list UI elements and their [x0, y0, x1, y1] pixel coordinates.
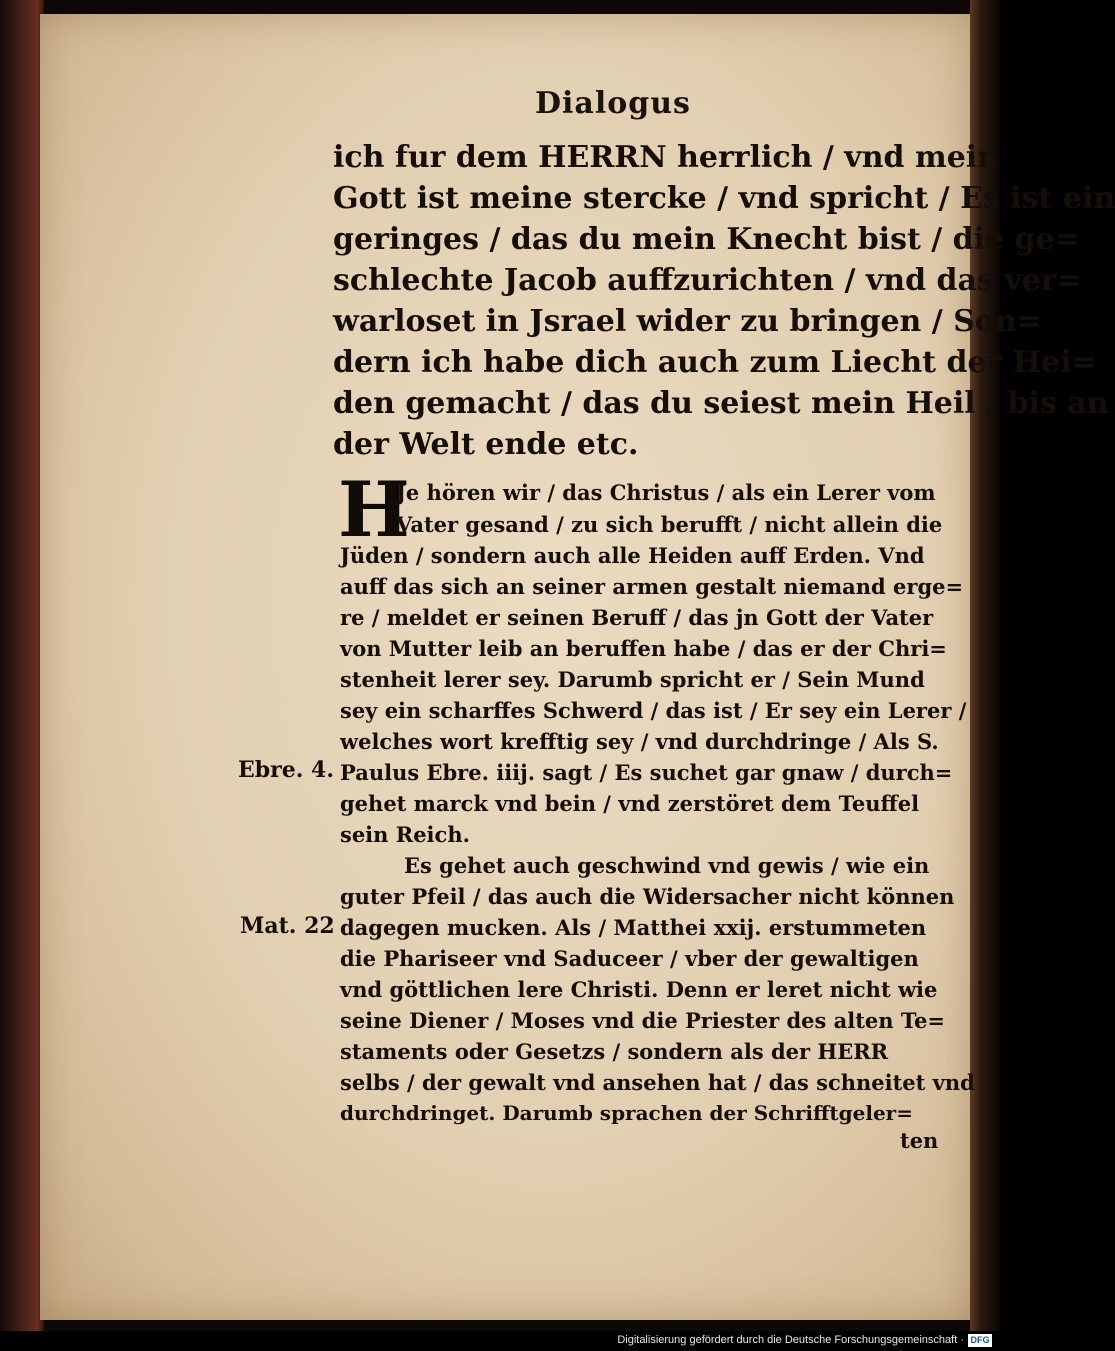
top-paragraph-line: der Welt ende etc. — [333, 427, 639, 462]
body-line: die Phariseer vnd Saduceer / vber der gewaltigen — [340, 946, 919, 971]
body-line: staments oder Gesetzs / sondern als der HERR — [340, 1039, 889, 1064]
body-line: re / meldet er seinen Beruff / das jn Gott der Vater — [340, 605, 934, 630]
body-line: welches wort krefftig sey / vnd durchdringe / Als S. — [340, 729, 939, 754]
body-line: stenheit lerer sey. Darumb spricht er / Sein Mund — [340, 667, 925, 692]
book-cover-left-edge — [0, 0, 44, 1331]
body-line: dagegen mucken. Als / Matthei xxij. erstummeten — [340, 915, 927, 940]
top-paragraph-line: warloset in Jsrael wider zu bringen / Son= — [333, 304, 1042, 339]
top-paragraph-line: schlechte Jacob auffzurichten / vnd das ver= — [333, 263, 1082, 298]
body-line: Paulus Ebre. iiij. sagt / Es suchet gar gnaw / durch= — [340, 760, 953, 785]
credit-text: Digitalisierung gefördert durch die Deutsche Forschungsgemeinschaft · — [617, 1334, 964, 1346]
body-line: gehet marck vnd bein / vnd zerstöret dem Teuffel — [340, 791, 920, 816]
body-line: vnd göttlichen lere Christi. Denn er leret nicht wie — [340, 977, 938, 1002]
body-line: durchdringet. Darumb sprachen der Schrifftgeler= — [340, 1101, 913, 1125]
margin-note: Mat. 22 — [240, 913, 335, 939]
body-line: Jüden / sondern auch alle Heiden auff Erden. Vnd — [340, 543, 925, 568]
body-line: selbs / der gewalt vnd ansehen hat / das schneitet vnd — [340, 1070, 975, 1095]
dfg-logo: DFG — [968, 1334, 992, 1347]
top-paragraph-line: Gott ist meine stercke / vnd spricht / Es ist ein — [333, 181, 1115, 216]
body-line: auff das sich an seiner armen gestalt niemand erge= — [340, 574, 964, 599]
body-line: seine Diener / Moses vnd die Priester des alten Te= — [340, 1008, 946, 1033]
catchword: ten — [900, 1128, 939, 1153]
top-paragraph-line: den gemacht / das du seiest mein Heil / bis an — [333, 386, 1109, 421]
body-line: sey ein scharffes Schwerd / das ist / Er sey ein Lerer / — [340, 698, 967, 723]
body-line: Es gehet auch geschwind vnd gewis / wie ein — [404, 853, 930, 878]
top-paragraph-line: dern ich habe dich auch zum Liecht der Hei= — [333, 345, 1097, 380]
body-line: Je hören wir / das Christus / als ein Lerer vom — [396, 480, 936, 505]
running-head: Dialogus — [535, 86, 691, 121]
body-line: von Mutter leib an beruffen habe / das er der Chri= — [340, 636, 947, 661]
top-paragraph-line: geringes / das du mein Knecht bist / die ge= — [333, 222, 1080, 257]
top-paragraph-line: ich fur dem HERRN herrlich / vnd mein — [333, 140, 1000, 175]
body-line: sein Reich. — [340, 822, 470, 847]
margin-note: Ebre. 4. — [238, 757, 335, 783]
body-line: guter Pfeil / das auch die Widersacher nicht können — [340, 884, 955, 909]
credit-bar — [0, 1331, 1000, 1351]
initial-letter: H — [338, 465, 410, 554]
body-line: Vater gesand / zu sich berufft / nicht allein die — [396, 512, 943, 537]
